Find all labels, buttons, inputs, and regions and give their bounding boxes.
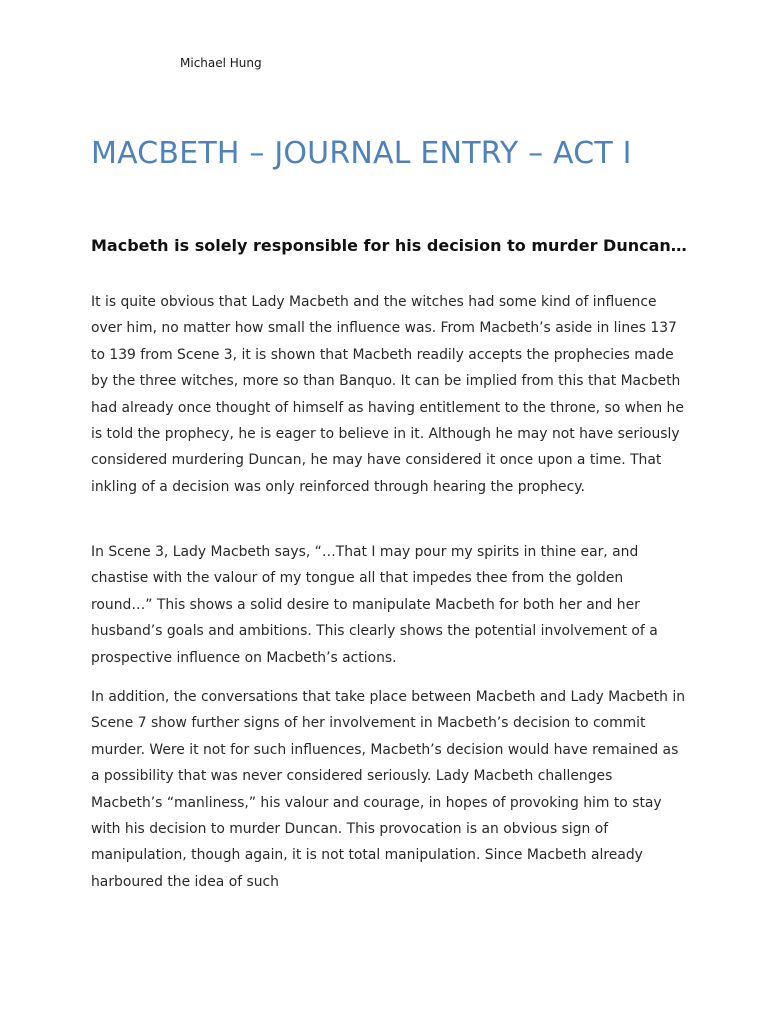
page-title: MACBETH – JOURNAL ENTRY – ACT I bbox=[91, 136, 632, 171]
body-paragraph-3: In addition, the conversations that take place between Macbeth and Lady Macbeth in Scene 7 show further signs of her involvement in Macbeth’s decision to commit murder. Were it not for such influences, Macbeth’s decision would have remained as a possibility that was never considered seriously. Lady Macbeth challenges Macbeth’s “manliness,” his valour and courage, in hopes of provoking him to stay with his decision to murder Duncan. This provocation is an obvious sign of manipulation, though again, it is not total manipulation. Since Macbeth already harboured the idea of such bbox=[91, 689, 686, 890]
body-paragraph-2: In Scene 3, Lady Macbeth says, “…That I may pour my spirits in thine ear, and chastise with the valour of my tongue all that impedes thee from the golden round…” This shows a solid desire to manipulate Macbeth for both her and her husband’s goals and ambitions. This clearly shows the potential involvement of a prospective influence on Macbeth’s actions. bbox=[91, 544, 658, 666]
author-name: Michael Hung bbox=[180, 56, 262, 70]
section-heading: Macbeth is solely responsible for his decision to murder Duncan… bbox=[91, 236, 687, 255]
body-paragraph-1: It is quite obvious that Lady Macbeth and the witches had some kind of influence over him, no matter how small the influence was. From Macbeth’s aside in lines 137 to 139 from Scene 3, it is shown that Macbeth readily accepts the prophecies made by the three witches, more so than Banquo. It can be implied from this that Macbeth had already once thought of himself as having entitlement to the throne, so when he is told the prophecy, he is eager to believe in it. Although he may not have seriously considered murdering Duncan, he may have considered it once upon a time. That inkling of a decision was only reinforced through hearing the prophecy. bbox=[91, 294, 684, 495]
